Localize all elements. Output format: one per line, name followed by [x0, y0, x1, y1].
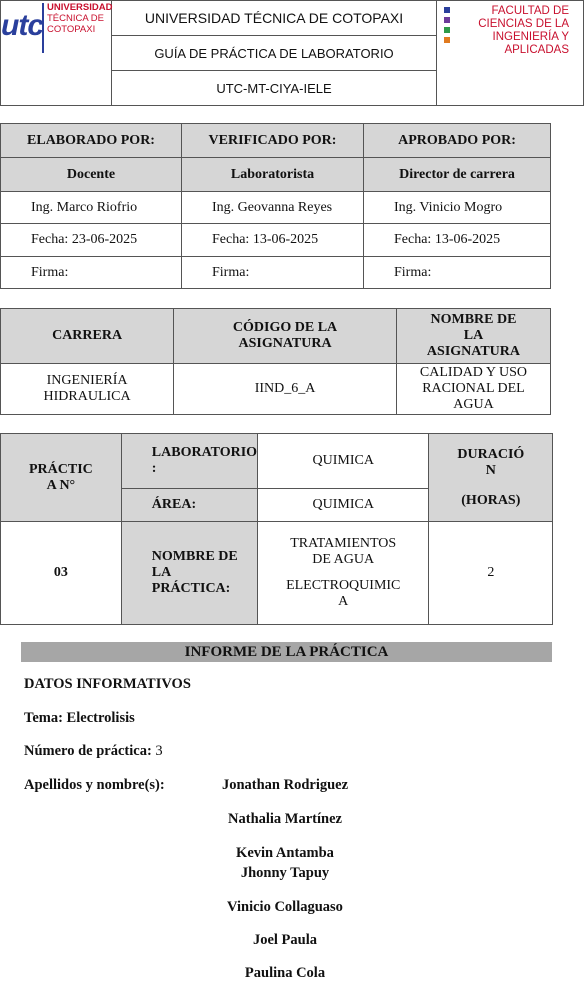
aprobado-header: APROBADO POR:: [364, 124, 551, 158]
career-header: CARRERA: [1, 309, 174, 364]
lab-value: QUIMICA: [258, 434, 429, 489]
report-banner: INFORME DE LA PRÁCTICA: [21, 642, 552, 662]
firma-elaborado: Firma:: [1, 257, 182, 289]
subject-value: CALIDAD Y USO RACIONAL DEL AGUA: [396, 364, 550, 415]
date-aprobado: Fecha: 13-06-2025: [364, 224, 551, 257]
name-verificado: Ing. Geovanna Reyes: [182, 192, 364, 224]
name-elaborado: Ing. Marco Riofrio: [1, 192, 182, 224]
course-table: [0, 308, 551, 415]
practice-number-label: Número de práctica:: [24, 743, 152, 759]
student-name: Vinicio Collaguaso: [227, 899, 343, 915]
firma-verificado: Firma:: [182, 257, 364, 289]
utc-logo-text: utc: [1, 9, 43, 42]
verificado-header: VERIFICADO POR:: [182, 124, 364, 158]
duration-header: DURACIÓ N (HORAS): [429, 434, 553, 522]
practice-number-line: [24, 743, 163, 760]
student-name: Joel Paula: [252, 932, 318, 948]
practice-table: [0, 433, 553, 625]
student-name: Nathalia Martínez: [228, 811, 342, 827]
practice-number-header: PRÁCTIC A N°: [1, 434, 122, 522]
section-title: DATOS INFORMATIVOS: [24, 676, 191, 692]
signatures-table: [0, 123, 551, 289]
code-header: CÓDIGO DE LA ASIGNATURA: [174, 309, 397, 364]
guide-title: GUÍA DE PRÁCTICA DE LABORATORIO: [112, 36, 437, 71]
student-name: Kevin Antamba: [236, 845, 334, 861]
practice-number-value: 3: [155, 743, 163, 759]
practice-number: 03: [1, 522, 122, 625]
utc-logo: [1, 1, 112, 106]
student-name: Jonathan Rodriguez: [221, 777, 349, 793]
duration-value: 2: [429, 522, 553, 625]
area-header: ÁREA:: [121, 489, 257, 522]
lab-header: LABORATORIO :: [121, 434, 257, 489]
student-name: Paulina Cola: [244, 965, 326, 981]
date-elaborado: Fecha: 23-06-2025: [1, 224, 182, 257]
role-laboratorista: Laboratorista: [182, 158, 364, 192]
document-code: UTC-MT-CIYA-IELE: [112, 71, 437, 106]
utc-logo-name: UNIVERSIDAD TÉCNICA DE COTOPAXI: [47, 2, 113, 35]
area-value: QUIMICA: [258, 489, 429, 522]
university-name: UNIVERSIDAD TÉCNICA DE COTOPAXI: [112, 1, 437, 36]
date-verificado: Fecha: 13-06-2025: [182, 224, 364, 257]
faculty-logo: [437, 1, 584, 106]
document-header: [0, 0, 584, 106]
firma-aprobado: Firma:: [364, 257, 551, 289]
code-value: IIND_6_A: [174, 364, 397, 415]
elaborado-header: ELABORADO POR:: [1, 124, 182, 158]
role-director: Director de carrera: [364, 158, 551, 192]
student-name: Jhonny Tapuy: [240, 865, 330, 881]
practice-name: TRATAMIENTOS DE AGUA ELECTROQUIMIC A: [258, 522, 429, 625]
practice-name-header: NOMBRE DE LA PRÁCTICA:: [121, 522, 257, 625]
names-label: Apellidos y nombre(s):: [24, 777, 165, 793]
subject-header: NOMBRE DE LA ASIGNATURA: [396, 309, 550, 364]
tema: Tema: Electrolisis: [24, 710, 135, 726]
name-aprobado: Ing. Vinicio Mogro: [364, 192, 551, 224]
career-value: INGENIERÍA HIDRAULICA: [1, 364, 174, 415]
role-docente: Docente: [1, 158, 182, 192]
faculty-name: FACULTAD DE CIENCIAS DE LA INGENIERÍA Y APLICADAS: [478, 5, 569, 56]
